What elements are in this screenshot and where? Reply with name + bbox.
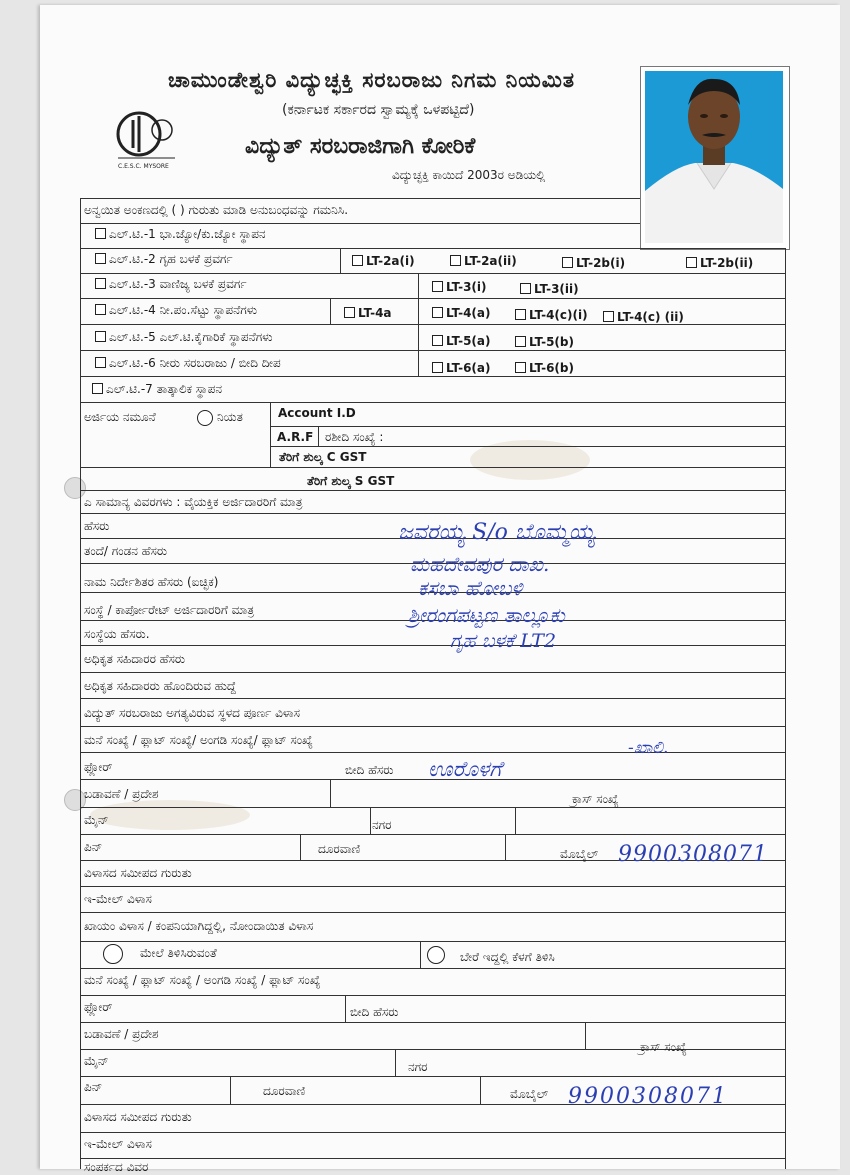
- lt2b-ii-checkbox[interactable]: LT-2b(ii): [686, 256, 753, 270]
- house-no-label-2: ಮನೆ ಸಂಖ್ಯೆ / ಫ್ಲಾಟ್ ಸಂಖ್ಯೆ / ಅಂಗಡಿ ಸಂಖ್ಯೆ / ಫ್ಲಾಟ್ ಸಂಖ್ಯೆ: [84, 973, 321, 987]
- bottom-section-label: ಸಂಪರ್ಕದ ವಿವರ: [84, 1160, 149, 1174]
- handwritten-street: ಊರೊಳಗೆ: [428, 757, 502, 781]
- supply-address-label: ವಿದ್ಯುತ್ ಸರಬರಾಜು ಅಗತ್ಯವಿರುವ ಸ್ಥಳದ ಪೂರ್ಣ ವಿಳಾಸ: [84, 706, 300, 720]
- lt4a-checkbox[interactable]: LT-4a: [344, 306, 392, 320]
- lt6a-checkbox[interactable]: LT-6(a): [432, 361, 490, 375]
- applicant-photo: [640, 66, 790, 250]
- corporate-label: ಸಂಸ್ಥೆ / ಕಾರ್ಪೋರೇಟ್ ಅರ್ಜಿದಾರರಿಗೆ ಮಾತ್ರ: [84, 603, 255, 617]
- act-note: ವಿದ್ಯುಚ್ಛಕ್ತಿ ಕಾಯಿದೆ 2003ರ ಅಡಿಯಲ್ಲಿ: [392, 168, 546, 182]
- layout-label: ಬಡಾವಣೆ / ಪ್ರದೇಶ: [84, 787, 159, 801]
- lt5-option[interactable]: ಎಲ್.ಟಿ.-5 ಎಲ್.ಟಿ.ಕೈಗಾರಿಕೆ ಸ್ಥಾಪನೆಗಳು: [95, 330, 273, 345]
- main-label: ಮೈನ್: [84, 813, 109, 827]
- street-label-2: ಬೀದಿ ಹೆಸರು: [350, 1005, 399, 1019]
- handwritten-name: ಜವರಯ್ಯ S/o ಬೊಮ್ಮಯ್ಯ: [398, 520, 596, 545]
- instructions: ಅನ್ವಯಿತ ಅಂಕಣದಲ್ಲಿ ( ) ಗುರುತು ಮಾಡಿ ಅನುಬಂಧವನ್ನು ಗಮನಿಸಿ.: [84, 203, 349, 217]
- email-label: ಇ-ಮೇಲ್ ವಿಳಾಸ: [84, 892, 152, 906]
- sgst-label: ತೆರಿಗೆ ಶುಲ್ಕ S GST: [307, 474, 395, 488]
- cgst-label: ತೆರಿಗೆ ಶುಲ್ಕ C GST: [279, 450, 367, 464]
- handwritten-mobile: 9900308071: [618, 842, 768, 867]
- lt4-cii-checkbox[interactable]: LT-4(c) (ii): [603, 310, 684, 324]
- regular-label: ನಿಯತ: [217, 410, 243, 424]
- handwritten-taluk: ಶ್ರೀರಂಗಪಟ್ಟಣ ತಾಲ್ಲೂಕು: [408, 603, 565, 627]
- phone-label: ದೂರವಾಣಿ: [318, 842, 361, 856]
- lt5a-checkbox[interactable]: LT-5(a): [432, 334, 490, 348]
- punch-hole: [64, 477, 86, 499]
- father-name-label: ತಂದೆ/ ಗಂಡನ ಹೆಸರು: [84, 544, 168, 558]
- regular-radio[interactable]: [197, 410, 213, 426]
- account-id-label: Account I.D: [278, 406, 356, 420]
- lt3-ii-checkbox[interactable]: LT-3(ii): [520, 282, 579, 296]
- same-above-label: ಮೇಲೆ ತಿಳಿಸಿರುವಂತೆ: [140, 946, 217, 960]
- lt1-option[interactable]: ಎಲ್.ಟಿ.-1 ಭಾ.ಜ್ಯೋ/ಕು.ಜ್ಯೋ ಸ್ಥಾಪನ: [95, 227, 266, 242]
- lt2a-ii-checkbox[interactable]: LT-2a(ii): [450, 254, 517, 268]
- layout-label-2: ಬಡಾವಣೆ / ಪ್ರದೇಶ: [84, 1027, 159, 1041]
- main-label-2: ಮೈನ್: [84, 1054, 109, 1068]
- mobile-label: ಮೊಬೈಲ್: [560, 847, 599, 861]
- lt4-a-checkbox[interactable]: LT-4(a): [432, 306, 490, 320]
- same-above-radio[interactable]: [103, 944, 123, 964]
- lt4-option[interactable]: ಎಲ್.ಟಿ.-4 ನೀ.ಪಂ.ಸೆಟ್ಟು ಸ್ಥಾಪನೆಗಳು: [95, 303, 257, 318]
- handwritten-hobli: ಕಸಬಾ ಹೋಬಳಿ: [418, 576, 523, 600]
- lt2b-i-checkbox[interactable]: LT-2b(i): [562, 256, 625, 270]
- handwritten-mobile-2: 9900308071: [568, 1084, 728, 1109]
- lt2-option[interactable]: ಎಲ್.ಟಿ.-2 ಗೃಹ ಬಳಕೆ ಪ್ರವರ್ಗ: [95, 252, 233, 267]
- mobile-label-2: ಮೊಬೈಲ್: [510, 1087, 549, 1101]
- application-type-label: ಅರ್ಜಿಯ ನಮೂನೆ: [84, 410, 156, 424]
- street-label: ಬೀದಿ ಹೆಸರು: [345, 763, 394, 777]
- lt2a-i-checkbox[interactable]: LT-2a(i): [352, 254, 415, 268]
- landmark-label: ವಿಳಾಸದ ಸಮೀಪದ ಗುರುತು: [84, 866, 192, 880]
- house-no-label: ಮನೆ ಸಂಖ್ಯೆ / ಫ್ಲಾಟ್ ಸಂಖ್ಯೆ/ ಅಂಗಡಿ ಸಂಖ್ಯೆ/ ಫ್ಲಾಟ್ ಸಂಖ್ಯೆ: [84, 733, 313, 747]
- lt4-ci-checkbox[interactable]: LT-4(c)(i): [515, 308, 588, 322]
- cesc-logo: [113, 106, 181, 166]
- email-label-2: ಇ-ಮೇಲ್ ವಿಳಾಸ: [84, 1137, 152, 1151]
- handwritten-house-note: -ಖಾಲಿ.: [628, 738, 669, 758]
- cross-label-2: ಕ್ರಾಸ್ ಸಂಖ್ಯೆ: [640, 1040, 687, 1054]
- name-label: ಹೆಸರು: [84, 519, 110, 533]
- lt6-option[interactable]: ಎಲ್.ಟಿ.-6 ನೀರು ಸರಬರಾಜು / ಬೀದಿ ದೀಪ: [95, 356, 281, 371]
- landmark-label-2: ವಿಳಾಸದ ಸಮೀಪದ ಗುರುತು: [84, 1110, 192, 1124]
- lt3-i-checkbox[interactable]: LT-3(i): [432, 280, 487, 294]
- lt6b-checkbox[interactable]: LT-6(b): [515, 361, 574, 375]
- handwritten-village: ಮಹದೇವಪುರ ದಾಖ.: [410, 552, 550, 576]
- section-general: ಎ ಸಾಮಾನ್ಯ ವಿವರಗಳು : ವೈಯಕ್ತಿಕ ಅರ್ಜಿದಾರರಿಗೆ ಮಾತ್ರ: [84, 495, 303, 509]
- authorized-name-label: ಅಧಿಕೃತ ಸಹಿದಾರರ ಹೆಸರು: [84, 652, 186, 666]
- stain: [90, 800, 250, 830]
- cross-label: ಕ್ರಾಸ್ ಸಂಖ್ಯೆ: [572, 792, 619, 806]
- lt7-option[interactable]: ಎಲ್.ಟಿ.-7 ತಾತ್ಕಾಲಿಕ ಸ್ಥಾಪನ: [92, 382, 222, 397]
- form-title: ವಿದ್ಯುತ್ ಸರಬರಾಜಿಗಾಗಿ ಕೋರಿಕೆ: [245, 134, 476, 159]
- different-label: ಬೇರೆ ಇದ್ದಲ್ಲಿ ಕೆಳಗೆ ತಿಳಿಸಿ: [460, 950, 555, 964]
- org-name: ಚಾಮುಂಡೇಶ್ವರಿ ವಿದ್ಯುಚ್ಛಕ್ತಿ ಸರಬರಾಜು ನಿಗಮ ನಿಯಮಿತ: [168, 68, 576, 92]
- city-label: ನಗರ: [372, 818, 392, 832]
- lt3-option[interactable]: ಎಲ್.ಟಿ.-3 ವಾಣಿಜ್ಯ ಬಳಕೆ ಪ್ರವರ್ಗ: [95, 277, 247, 292]
- logo-text: C.E.S.C. MYSORE: [118, 163, 169, 170]
- org-name-label: ಸಂಸ್ಥೆಯ ಹೆಸರು.: [84, 627, 150, 641]
- receipt-no-label: ರಶೀದಿ ಸಂಖ್ಯೆ :: [325, 430, 384, 444]
- permanent-address-label: ಖಾಯಂ ವಿಳಾಸ / ಕಂಪನಿಯಾಗಿದ್ದಲ್ಲಿ, ನೋಂದಾಯಿತ ವಿಳಾಸ: [84, 919, 314, 933]
- lt5b-checkbox[interactable]: LT-5(b): [515, 335, 574, 349]
- floor-label-2: ಫ್ಲೋರ್: [84, 1000, 113, 1014]
- handwritten-category: ಗೃಹ ಬಳಕೆ LT2: [450, 630, 557, 652]
- city-label-2: ನಗರ: [408, 1060, 428, 1074]
- pin-label-2: ಪಿನ್: [84, 1080, 103, 1094]
- pin-label: ಪಿನ್: [84, 840, 103, 854]
- govt-note: (ಕರ್ನಾಟಕ ಸರ್ಕಾರದ ಸ್ವಾಮ್ಯಕ್ಕೆ ಒಳಪಟ್ಟಿದೆ): [282, 102, 475, 118]
- different-radio[interactable]: [427, 946, 445, 964]
- floor-label: ಫ್ಲೋರ್: [84, 760, 113, 774]
- phone-label-2: ದೂರವಾಣಿ: [263, 1084, 306, 1098]
- authorized-designation-label: ಅಧಿಕೃತ ಸಹಿದಾರರು ಹೊಂದಿರುವ ಹುದ್ದೆ: [84, 679, 237, 693]
- nominee-label: ನಾಮ ನಿರ್ದೇಶಿತರ ಹೆಸರು (ಐಚ್ಛಿಕ): [84, 575, 219, 589]
- arf-label: A.R.F: [277, 430, 314, 444]
